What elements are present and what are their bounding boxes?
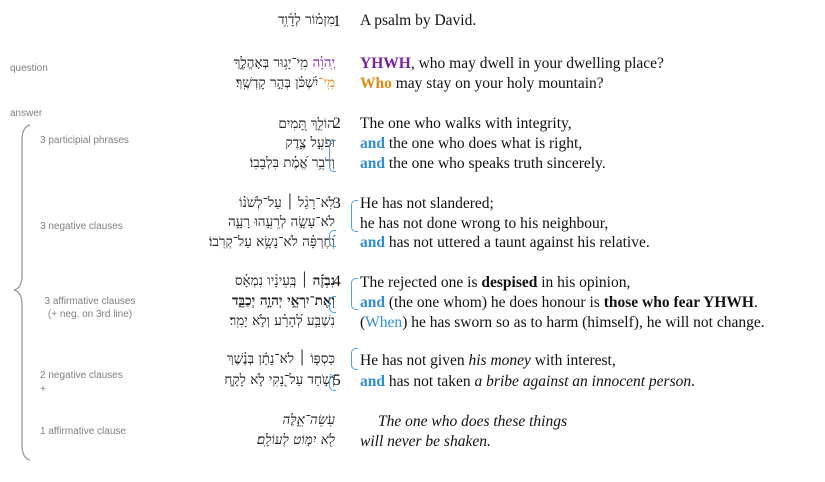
hebrew-line-5: וּפֹעֵ֣ל צֶ֑דֶק — [285, 135, 335, 151]
english-despised: despised — [481, 274, 538, 291]
english-line-12-open: ( — [360, 314, 366, 331]
english-yhwh: YHWH — [360, 55, 411, 72]
english-line-14 — [360, 373, 695, 391]
english-and: and — [360, 135, 385, 152]
verse-number-4: 4 — [333, 273, 341, 290]
english-and: and — [360, 373, 385, 390]
label-question: question — [10, 63, 48, 74]
label-affirmative-clause-1: 1 affirmative clause — [40, 426, 126, 437]
verse-number-5: 5 — [333, 372, 341, 389]
hebrew-line-8: לֹא־עָשָׂ֣ה לְרֵעֵ֣הוּ רָעָ֑ה — [228, 214, 335, 230]
english-line-4: The one who walks with integrity, — [360, 115, 572, 132]
english-line-11 — [360, 294, 758, 312]
english-those-who-fear: those who fear YHWH — [603, 294, 754, 311]
english-line-12-rest: ) he has sworn so as to harm (himself), he will not change. — [402, 314, 765, 331]
english-his-money: his money — [468, 352, 531, 369]
english-line-5-rest: the one who does what is right, — [385, 135, 583, 152]
hebrew-line-13: כַּסְפּ֤וֹ ׀ לֹא־נָתַ֬ן בְּנֶ֗שֶׁךְ — [226, 351, 335, 367]
english-bribe: a bribe against an innocent person — [474, 373, 692, 390]
hebrew-bracket-v2 — [329, 140, 336, 172]
english-line-12 — [360, 314, 765, 332]
hebrew-line-3 — [236, 75, 335, 91]
hebrew-line-10-rest: ׀ בְּֽעֵינָ֨יו נִמְאָ֗ס — [234, 273, 313, 289]
english-line-7: He has not slandered; — [360, 195, 494, 212]
english-and: and — [360, 234, 385, 251]
english-bracket-v5 — [351, 348, 358, 370]
hebrew-line-10 — [235, 273, 335, 289]
hebrew-line-4: הוֹלֵ֣ךְ תָּ֭מִים — [278, 116, 335, 132]
label-affirmative-line2: (+ neg. on 3rd line) — [47, 309, 133, 320]
hebrew-line-2 — [234, 55, 335, 71]
english-line-9-rest: has not uttered a taunt against his relative. — [385, 234, 650, 251]
label-plus: + — [40, 384, 46, 395]
hebrew-line-12: נִשְׁבַּ֥ע לְ֝הָרַ֗ע וְלֹ֣א יָמִֽר׃ — [229, 313, 335, 329]
label-negative-clauses-3: 3 negative clauses — [40, 221, 123, 232]
label-answer: answer — [10, 108, 43, 119]
english-line-1: A psalm by David. — [360, 12, 477, 29]
english-who: Who — [360, 75, 392, 92]
english-line-3-rest: may stay on your holy mountain? — [391, 75, 604, 92]
hebrew-line-11: וְאֶת־יִרְאֵ֣י יְהוָ֣ה יְכַבֵּ֑ד — [232, 293, 335, 309]
english-and: and — [360, 155, 385, 172]
english-line-10-pre: The rejected one is — [360, 274, 482, 291]
hebrew-bracket-v3 — [329, 230, 336, 247]
english-line-3 — [360, 75, 604, 93]
english-line-13 — [360, 352, 616, 370]
label-affirmative-clauses-3 — [40, 296, 140, 320]
hebrew-line-14: וְשֹׁ֣חַד עַל־נָ֭קִי לֹ֣א לָקָ֑ח — [224, 372, 335, 388]
hebrew-line-16: לֹ֖א יִמּ֣וֹט לְעוֹלָֽם׃ — [256, 432, 335, 448]
label-participial-phrases: 3 participial phrases — [40, 135, 129, 146]
english-line-15: The one who does these things — [378, 413, 567, 430]
hebrew-line-7: לֹֽא־רָגַ֨ל ׀ עַל־לְשֹׁנ֗וֹ — [238, 195, 335, 211]
label-negative-clauses-2: 2 negative clauses — [40, 370, 123, 381]
english-and: and — [360, 294, 385, 311]
verse-number-2: 2 — [333, 115, 341, 132]
verse-number-1: 1 — [333, 13, 341, 30]
label-affirmative-line1: 3 affirmative clauses — [44, 296, 136, 307]
hebrew-line-1: מִזְמ֗וֹר לְדָ֫וִ֥ד — [278, 12, 335, 28]
hebrew-line-6: וְדֹבֵ֥ר אֱ֝מֶ֗ת בִּלְבָבֽוֹ׃ — [249, 155, 335, 171]
english-line-10 — [360, 274, 630, 292]
english-line-2 — [360, 55, 664, 73]
english-line-9 — [360, 234, 650, 252]
english-line-8: he has not done wrong to his neighbour, — [360, 215, 609, 232]
hebrew-who: מִֽי־ — [318, 75, 335, 91]
english-line-10-post: in his opinion, — [537, 274, 631, 291]
english-bracket-v4 — [351, 278, 358, 310]
english-line-11-post: . — [753, 294, 758, 311]
hebrew-line-15: עֹֽשֵׂה־אֵ֑לֶּה — [282, 412, 335, 428]
english-line-11-mid: (the one whom) he does honour is — [385, 294, 604, 311]
english-line-13-pre: He has not given — [360, 352, 469, 369]
english-line-14-post: . — [691, 373, 695, 390]
hebrew-line-3-rest: יִ֝שְׁכֹּ֗ן בְּהַ֣ר קָדְשֶֽׁךָ׃ — [235, 75, 319, 91]
english-when: When — [365, 314, 403, 331]
english-bracket-v3 — [351, 200, 358, 232]
hebrew-despised: נִבְזֶ֬ה — [312, 273, 335, 289]
english-line-5 — [360, 135, 582, 153]
hebrew-yhwh: יְֽהוָ֗ה — [312, 55, 335, 71]
english-line-6 — [360, 155, 606, 173]
english-line-16: will never be shaken. — [360, 433, 491, 450]
english-line-2-rest: , who may dwell in your dwelling place? — [410, 55, 664, 72]
hebrew-bracket-v4 — [329, 296, 336, 313]
english-line-14-mid: has not taken — [385, 373, 475, 390]
hebrew-line-2-rest: מִֽי־יָג֥וּר בְּאָהֳלֶ֑ךָ — [233, 55, 313, 71]
english-line-6-rest: the one who speaks truth sincerely. — [385, 155, 606, 172]
verse-number-3: 3 — [333, 195, 341, 212]
english-line-13-post: with interest, — [530, 352, 616, 369]
hebrew-line-9: וְ֝חֶרְפָּ֗ה לֹא־נָשָׂ֥א עַל־קְרֹֽבוֹ׃ — [208, 234, 335, 250]
